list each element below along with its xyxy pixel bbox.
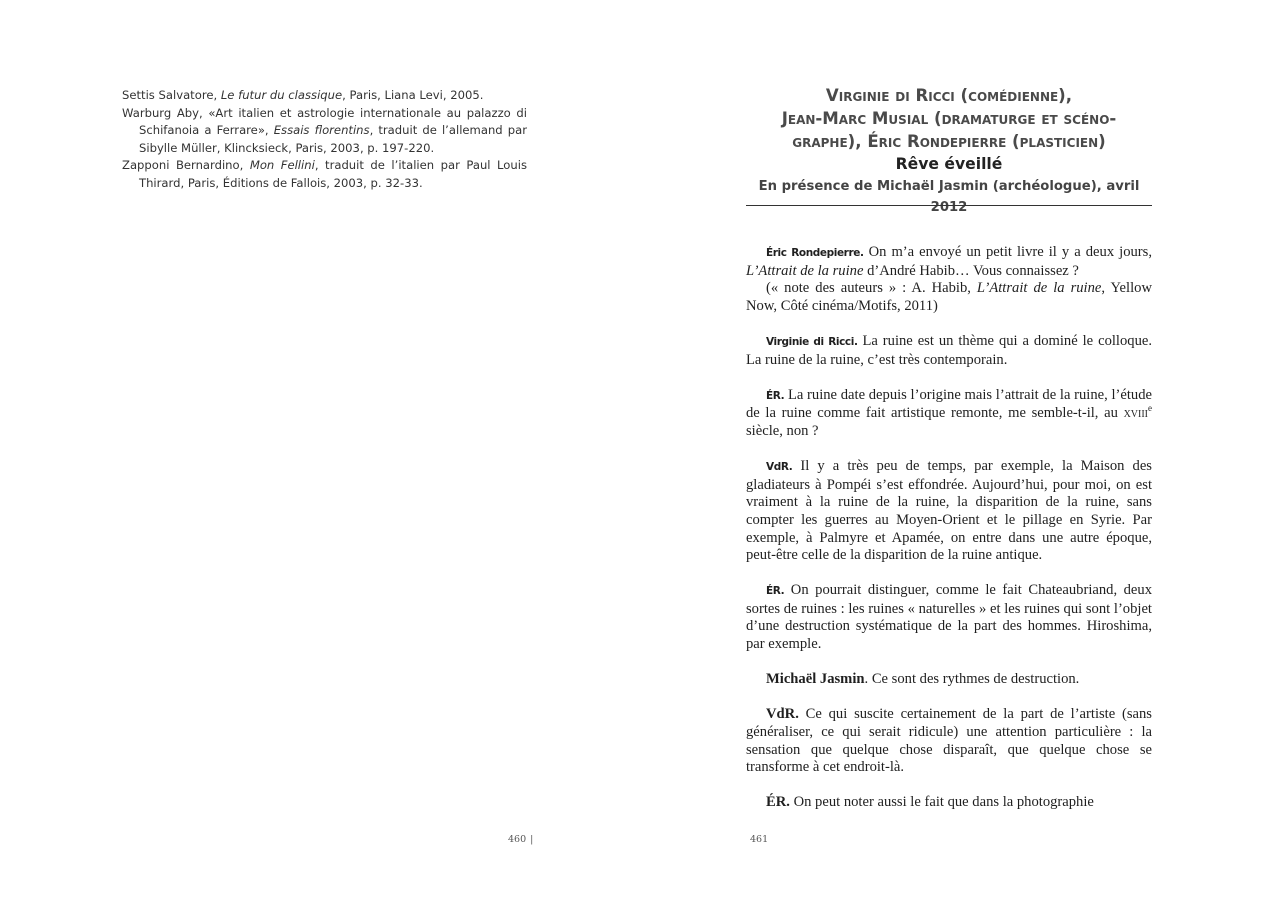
note-text: , Yellow Now, Côté cinéma/Motifs, 2011) bbox=[746, 280, 1152, 314]
dialogue-text: On pourrait distinguer, comme le fait Chateaubriand, deux sortes de ruines : les ruines « naturelles » et les ruines qui sont l’objet d’une destruction systématique de la part des hommes. Hiroshima, par exemple. bbox=[746, 582, 1152, 653]
chapter-title: Rêve éveillé bbox=[895, 155, 1003, 173]
speaker-label: Virginie di Ricci. bbox=[766, 335, 858, 348]
bibliography-entry bbox=[122, 157, 527, 192]
century-numeral: xviii bbox=[1123, 405, 1148, 422]
bibliography-entry bbox=[122, 87, 527, 105]
chapter-subtitle: En présence de Michaël Jasmin (archéologue), avril 2012 bbox=[758, 179, 1140, 215]
bib-title: Essais florentins bbox=[273, 123, 370, 138]
dialogue-text: d’André Habib… Vous connaissez ? bbox=[863, 262, 1079, 279]
speaker-label: Michaël Jasmin bbox=[766, 671, 865, 688]
dialogue-text: La ruine est un thème qui a dominé le colloque. La ruine de la ruine, c’est très contemporain. bbox=[746, 332, 1152, 368]
right-page bbox=[636, 0, 1272, 904]
header-divider bbox=[746, 205, 1152, 206]
dialogue-paragraph bbox=[746, 582, 1152, 653]
bib-author: Warburg Aby, «Art italien et astrologie internationale au palazzo di Schifanoia a Ferrare», bbox=[122, 105, 527, 138]
book-title: L’Attrait de la ruine bbox=[976, 280, 1102, 297]
dialogue-text: Il y a très peu de temps, par exemple, la Maison des gladiateurs à Pompéi s’est effondrée. Aujourd’hui, pour moi, on est vraiment à la ruine de la ruine, la disparition de la ruine, sans compter les guerres au Moyen-Orient et le pillage en Syrie. Par exemple, à Palmyre et Apamée, on entre dans une autre époque, peut-être celle de la disparition de la ruine antique. bbox=[746, 458, 1152, 564]
dialogue-paragraph bbox=[746, 387, 1152, 441]
speaker-label: ÉR. bbox=[766, 585, 785, 598]
header-participants-line-3: graphe), Éric Rondepierre (plasticien) bbox=[792, 132, 1106, 151]
bibliography bbox=[122, 87, 527, 193]
dialogue-text: Ce qui suscite certainement de la part de l’artiste (sans généraliser, ce qui serait ridicule) une attention particulière : la sensation que quelque chose disparaît, que quelque chose se transforme à cet endroit-là. bbox=[746, 706, 1152, 776]
speaker-label: ÉR. bbox=[766, 389, 785, 402]
dialogue-text: . Ce sont des rythmes de destruction. bbox=[864, 671, 1080, 688]
speaker-label: ÉR. bbox=[766, 794, 790, 811]
bib-details: , Paris, Liana Levi, 2005. bbox=[342, 88, 484, 102]
header-participants-line-2: Jean-Marc Musial (dramaturge et scéno- bbox=[781, 109, 1117, 128]
book-title: L’Attrait de la ruine bbox=[746, 262, 864, 279]
bibliography-entry bbox=[122, 105, 527, 158]
page-number-left bbox=[508, 834, 533, 845]
bib-details: , traduit de l’italien par Paul Louis Thirard, Paris, Éditions de Fallois, 2003, p. 32-33. bbox=[139, 158, 528, 190]
chapter-header bbox=[746, 84, 1152, 218]
page-number-separator: | bbox=[530, 834, 534, 845]
page-number-right: 461 bbox=[750, 834, 769, 845]
dialogue-paragraph bbox=[746, 333, 1152, 369]
speaker-label: VdR. bbox=[766, 706, 799, 723]
bib-title: Le futur du classique bbox=[220, 88, 343, 102]
dialogue-paragraph bbox=[746, 794, 1152, 812]
authors-note bbox=[746, 280, 1152, 315]
bib-title: Mon Fellini bbox=[249, 158, 315, 173]
bib-author: Zapponi Bernardino, bbox=[122, 158, 250, 173]
dialogue-paragraph bbox=[746, 458, 1152, 565]
dialogue-text: On m’a envoyé un petit livre il y a deux jours, bbox=[863, 244, 1152, 260]
dialogue-paragraph bbox=[746, 244, 1152, 280]
bib-details: , traduit de l’allemand par Sibylle Müller, Klincksieck, Paris, 2003, p. 197-220. bbox=[139, 123, 527, 155]
dialogue-paragraph bbox=[746, 706, 1152, 776]
page-number: 460 bbox=[508, 834, 527, 845]
header-participants-line-1: Virginie di Ricci (comédienne), bbox=[825, 86, 1073, 105]
speaker-label: VdR. bbox=[766, 461, 793, 474]
dialogue-paragraph bbox=[746, 671, 1152, 689]
dialogue-text: siècle, non ? bbox=[746, 422, 819, 439]
note-text: (« note des auteurs » : A. Habib, bbox=[766, 280, 977, 297]
dialogue-text: La ruine date depuis l’origine mais l’attrait de la ruine, l’étude de la ruine comme fait artistique remonte, me semble-t-il, au bbox=[746, 386, 1152, 422]
superscript: e bbox=[1148, 403, 1152, 414]
speaker-label: Éric Rondepierre. bbox=[766, 247, 864, 259]
dialogue-body bbox=[746, 244, 1152, 830]
bib-author: Settis Salvatore, bbox=[122, 88, 221, 102]
dialogue-text: On peut noter aussi le fait que dans la photographie bbox=[789, 794, 1094, 811]
